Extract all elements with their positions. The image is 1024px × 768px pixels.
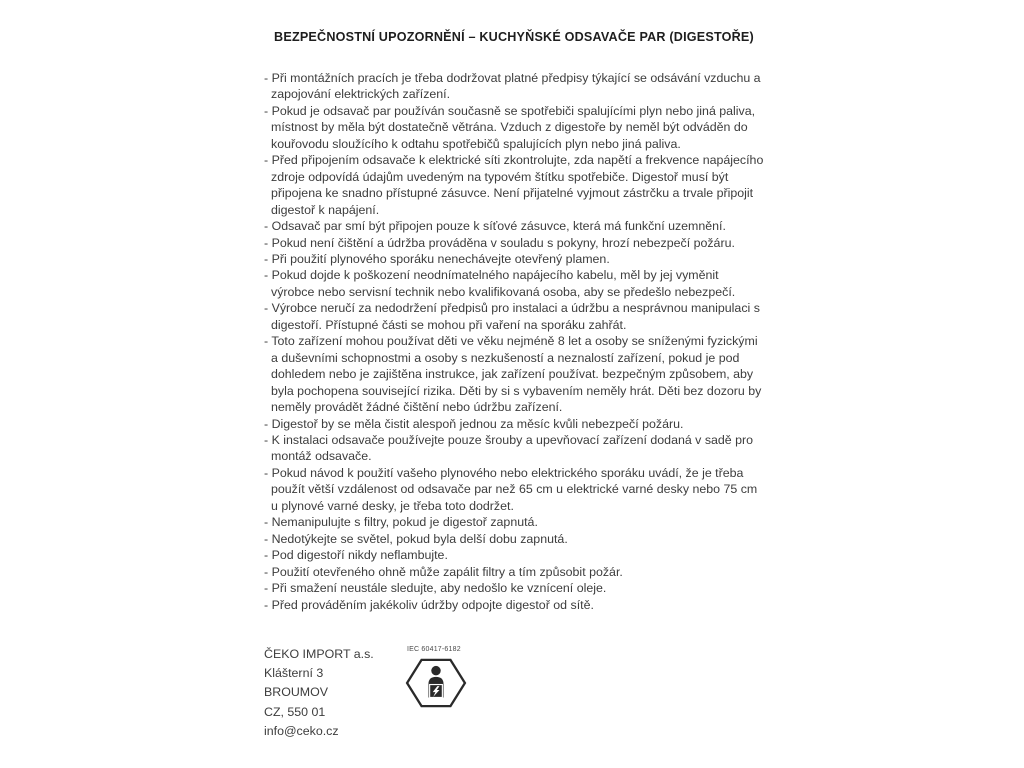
list-item: - Při použití plynového sporáku nenechávejte otevřený plamen. [264, 251, 610, 266]
electrician-installation-symbol-icon [405, 656, 467, 710]
list-item: - Nedotýkejte se světel, pokud byla delší dobu zapnutá. [264, 531, 568, 546]
list-item: - K instalaci odsavače používejte pouze šrouby a upevňovací zařízení dodaná v sadě pro montáž odsavače. [264, 432, 754, 464]
list-item: - Pod digestoří nikdy neflambujte. [264, 548, 448, 563]
list-item: - Pokud je odsavač par používán současně se spotřebiči spalujícími plyn nebo jiná paliva, místnost by měla být dostatečně větrána. Vzduch z digestoře by neměl být odváděn do kouřovodu sloužícího k odtahu spotřebičů spalujících plyn nebo jiná paliva. [264, 103, 756, 151]
address-city: BROUMOV [264, 685, 329, 700]
iec-standard-label: IEC 60417-6182 [407, 645, 461, 653]
list-item: - Před prováděním jakékoliv údržby odpojte digestoř od sítě. [264, 597, 594, 612]
document-content [264, 30, 764, 741]
safety-warning-list [264, 70, 764, 613]
list-item: - Digestoř by se měla čistit alespoň jednou za měsíc kvůli nebezpečí požáru. [264, 416, 684, 431]
list-item: - Při smažení neustále sledujte, aby nedošlo ke vznícení oleje. [264, 581, 607, 596]
certification-symbol-block [405, 645, 467, 710]
company-address [264, 645, 405, 741]
list-item: - Toto zařízení mohou používat děti ve věku nejméně 8 let a osoby se sníženými fyzickými a duševními schopnostmi a osoby s nezkušeností a neznalostí zařízení, pokud je pod dohledem nebo je zajištěna instrukce, jak zařízení používat. bezpečným způsobem, aby byla pochopena související rizika. Děti by si s vybavením neměly hrát. Děti bez dozoru by neměly provádět žádné čištění nebo údržbu zařízení. [264, 334, 762, 415]
footer [264, 645, 764, 741]
list-item: - Při montážních pracích je třeba dodržovat platné předpisy týkající se odsávání vzduchu a zapojování elektrických zařízení. [264, 71, 761, 102]
list-item: - Odsavač par smí být připojen pouze k síťové zásuvce, která má funkční uzemnění. [264, 219, 726, 234]
list-item: - Pokud návod k použití vašeho plynového nebo elektrického sporáku uvádí, že je třeba použít větší vzdálenost od odsavače par než 65 cm u elektrické varné desky nebo 75 cm u plynové varné desky, je třeba toto dodržet. [264, 465, 758, 513]
list-item: - Použití otevřeného ohně může zapálit filtry a tím způsobit požár. [264, 564, 623, 579]
list-item: - Nemanipulujte s filtry, pokud je digestoř zapnutá. [264, 515, 538, 530]
list-item: - Výrobce neručí za nedodržení předpisů pro instalaci a údržbu a nesprávnou manipulaci s digestoří. Přístupné části se mohou při vaření na sporáku zahřát. [264, 301, 760, 332]
page-title: BEZPEČNOSTNÍ UPOZORNĚNÍ – KUCHYŇSKÉ ODSAVAČE PAR (DIGESTOŘE) [274, 30, 754, 44]
company-name: ČEKO IMPORT a.s. [264, 646, 374, 661]
list-item: - Před připojením odsavače k elektrické síti zkontrolujte, zda napětí a frekvence napájecího zdroje odpovídá údajům uvedeným na typovém štítku spotřebiče. Digestoř musí být připojena ke snadno přístupné zásuvce. Není přijatelné vyjmout zástrčku a trvale připojit digestoř k napájení. [264, 153, 764, 217]
list-item: - Pokud není čištění a údržba prováděna v souladu s pokyny, hrozí nebezpečí požáru. [264, 235, 735, 250]
address-postal: CZ, 550 01 [264, 704, 326, 719]
list-item: - Pokud dojde k poškození neodnímatelného napájecího kabelu, měl by jej vyměnit výrobce nebo servisní technik nebo kvalifikovaná osoba, aby se předešlo nebezpečí. [264, 268, 736, 299]
company-email: info@ceko.cz [264, 723, 339, 738]
address-street: Klášterní 3 [264, 666, 324, 681]
